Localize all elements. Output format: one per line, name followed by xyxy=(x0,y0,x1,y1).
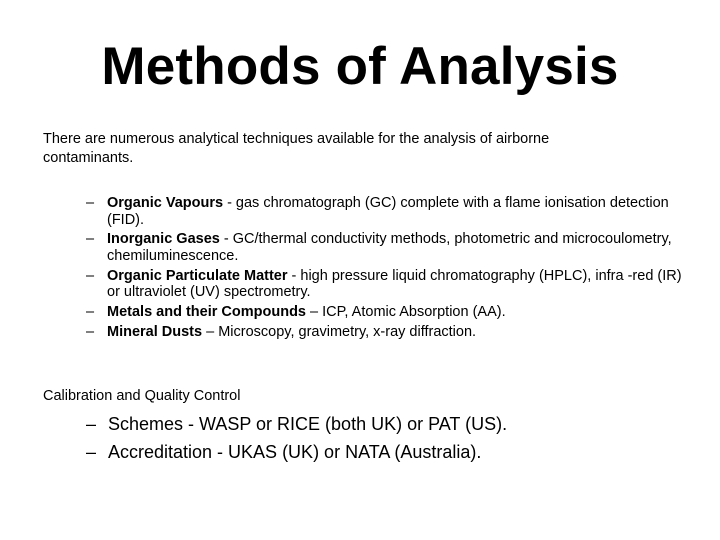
list-item xyxy=(86,268,686,301)
method-label: Organic Particulate Matter xyxy=(107,267,288,284)
calibration-heading: Calibration and Quality Control xyxy=(43,388,241,404)
list-item xyxy=(86,440,686,464)
dash-bullet: – xyxy=(86,267,95,284)
slide-title: Methods of Analysis xyxy=(101,37,619,96)
method-label: Metals and their Compounds xyxy=(107,303,306,320)
dash-bullet: – xyxy=(86,414,97,434)
list-item xyxy=(86,412,686,436)
dash-bullet: – xyxy=(86,303,95,320)
method-text: - high pressure liquid chromatography (HPLC), infra -red (IR) or ultraviolet (UV) spectrometry. xyxy=(107,267,682,301)
method-label: Organic Vapours xyxy=(107,195,224,211)
dash-bullet: – xyxy=(86,323,95,340)
method-label: Inorganic Gases xyxy=(107,231,220,248)
calibration-list xyxy=(86,412,686,468)
list-item xyxy=(86,195,686,228)
intro-paragraph: There are numerous analytical techniques available for the analysis of airborne contaminants. xyxy=(43,131,550,166)
methods-list xyxy=(86,195,686,343)
method-label: Mineral Dusts xyxy=(107,323,203,340)
method-text: - GC/thermal conductivity methods, photometric and microcoulometry, chemiluminescence. xyxy=(107,231,672,264)
dash-bullet: – xyxy=(86,195,95,211)
method-text: – Microscopy, gravimetry, x-ray diffraction. xyxy=(202,323,477,340)
method-text: – ICP, Atomic Absorption (AA). xyxy=(306,303,506,320)
dash-bullet: – xyxy=(86,231,95,248)
list-item xyxy=(86,231,686,264)
calibration-item-text: Accreditation - UKAS (UK) or NATA (Australia). xyxy=(108,442,482,462)
list-item xyxy=(86,324,686,341)
dash-bullet: – xyxy=(86,442,97,462)
calibration-item-text: Schemes - WASP or RICE (both UK) or PAT (US). xyxy=(108,414,508,434)
list-item xyxy=(86,304,686,321)
method-text: - gas chromatograph (GC) complete with a flame ionisation detection (FID). xyxy=(107,195,669,228)
